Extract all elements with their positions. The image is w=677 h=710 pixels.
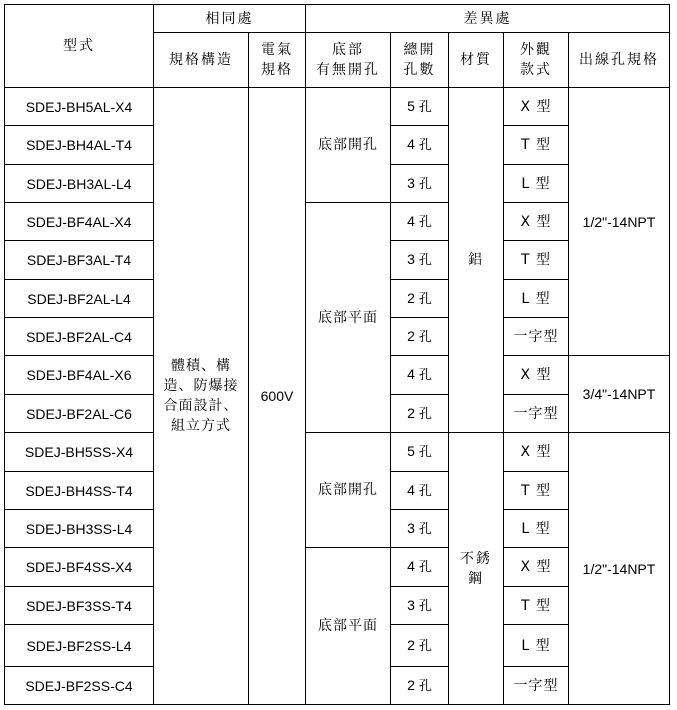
header-bottom-line2: 有無開孔: [316, 62, 380, 78]
style-cell: L 型: [504, 625, 569, 667]
model-cell: SDEJ-BH4SS-T4: [5, 472, 154, 510]
holes-count: 3: [407, 251, 415, 267]
bottom-type-cell: 底部平面: [306, 203, 391, 433]
spec-structure-line: 體積、構: [171, 358, 231, 374]
holes-unit: 孔: [418, 368, 432, 383]
outlet-cell: 3/4"-14NPT: [569, 356, 670, 433]
holes-cell: [391, 241, 449, 280]
holes-unit: 孔: [418, 176, 432, 192]
holes-cell: [391, 280, 449, 318]
style-cell: T 型: [504, 241, 569, 280]
holes-unit: 孔: [418, 214, 432, 230]
model-cell: SDEJ-BF4AL-X6: [5, 356, 154, 395]
holes-cell: [391, 165, 449, 203]
model-cell: SDEJ-BF2AL-L4: [5, 280, 154, 318]
material-cell: [449, 433, 504, 705]
header-appearance-line1: 外觀: [520, 42, 552, 58]
holes-unit: 孔: [418, 291, 432, 307]
outlet-cell: 1/2"-14NPT: [569, 88, 670, 356]
holes-count: 3: [407, 596, 415, 613]
style-cell: X 型: [504, 356, 569, 395]
holes-count: 2: [407, 327, 415, 344]
holes-count: 2: [407, 289, 415, 306]
spec-structure-line: 造、防爆接: [163, 378, 239, 394]
holes-unit: 孔: [418, 329, 432, 345]
material-line: 不銹: [460, 550, 492, 567]
style-cell: L 型: [504, 280, 569, 318]
holes-unit: 孔: [418, 253, 432, 268]
holes-count: 4: [407, 136, 415, 152]
model-cell: SDEJ-BH4AL-T4: [5, 126, 154, 165]
holes-count: 5: [407, 443, 415, 459]
model-cell: SDEJ-BF3AL-T4: [5, 241, 154, 280]
header-holes: [391, 33, 449, 88]
holes-unit: 孔: [418, 483, 432, 499]
model-cell: SDEJ-BH3AL-L4: [5, 165, 154, 203]
outlet-cell: 1/2"-14NPT: [569, 433, 670, 705]
holes-count: 4: [407, 481, 415, 498]
holes-count: 2: [407, 404, 415, 421]
model-cell: SDEJ-BF4SS-X4: [5, 548, 154, 587]
header-appearance: [504, 33, 569, 88]
header-voltage-line2: 規格: [261, 62, 293, 78]
holes-cell: [391, 667, 449, 705]
header-bottom: [306, 33, 391, 88]
style-cell: 一字型: [504, 395, 569, 433]
header-holes-line1: 總開: [403, 42, 436, 58]
header-holes-line2: 孔數: [403, 62, 436, 78]
style-cell: X 型: [504, 88, 569, 126]
holes-cell: [391, 625, 449, 667]
style-cell: X 型: [504, 433, 569, 472]
holes-count: 2: [407, 676, 415, 693]
holes-count: 3: [407, 519, 415, 536]
table-row: [5, 433, 670, 472]
holes-cell: [391, 548, 449, 587]
model-cell: SDEJ-BF3SS-T4: [5, 587, 154, 625]
holes-cell: [391, 203, 449, 241]
style-cell: T 型: [504, 472, 569, 510]
spec-structure-line: 合面設計、: [163, 398, 239, 414]
table-row: [5, 88, 670, 126]
spec-structure-line: 組立方式: [171, 418, 231, 434]
holes-cell: [391, 318, 449, 356]
model-cell: SDEJ-BF2AL-C6: [5, 395, 154, 433]
holes-unit: 孔: [418, 138, 432, 153]
holes-cell: [391, 433, 449, 472]
holes-unit: 孔: [418, 406, 432, 422]
holes-unit: 孔: [418, 678, 432, 694]
header-spec-structure: 規格構造: [154, 33, 249, 88]
model-cell: SDEJ-BF2SS-C4: [5, 667, 154, 705]
holes-count: 4: [407, 366, 415, 382]
header-bottom-line1: 底部: [332, 42, 364, 58]
holes-cell: [391, 395, 449, 433]
voltage-cell: 600V: [249, 88, 306, 705]
model-cell: SDEJ-BF4AL-X4: [5, 203, 154, 241]
style-cell: 一字型: [504, 318, 569, 356]
bottom-type-cell: 底部平面: [306, 548, 391, 705]
header-diff-group: 差異處: [306, 5, 670, 33]
spec-table: [4, 4, 670, 705]
header-outlet-spec: 出線孔規格: [569, 33, 670, 88]
holes-count: 3: [407, 174, 415, 191]
header-appearance-line2: 款式: [520, 62, 552, 78]
model-cell: SDEJ-BH5AL-X4: [5, 88, 154, 126]
header-material: 材質: [449, 33, 504, 88]
holes-count: 4: [407, 558, 415, 574]
holes-unit: 孔: [418, 638, 432, 654]
holes-cell: [391, 126, 449, 165]
holes-unit: 孔: [418, 99, 432, 115]
holes-count: 4: [407, 212, 415, 229]
model-cell: SDEJ-BH3SS-L4: [5, 510, 154, 548]
header-model: 型式: [5, 5, 154, 88]
holes-unit: 孔: [418, 560, 432, 575]
holes-unit: 孔: [418, 598, 432, 614]
material-line: 鋼: [468, 570, 484, 587]
header-voltage: [249, 33, 306, 88]
model-cell: SDEJ-BH5SS-X4: [5, 433, 154, 472]
holes-cell: [391, 88, 449, 126]
header-row-1: [5, 5, 670, 33]
bottom-type-cell: 底部開孔: [306, 88, 391, 203]
holes-count: 2: [407, 636, 415, 653]
model-cell: SDEJ-BF2SS-L4: [5, 625, 154, 667]
spec-structure-cell: [154, 88, 249, 705]
style-cell: L 型: [504, 510, 569, 548]
model-cell: SDEJ-BF2AL-C4: [5, 318, 154, 356]
style-cell: T 型: [504, 587, 569, 625]
style-cell: 一字型: [504, 667, 569, 705]
material-cell: 鋁: [449, 88, 504, 433]
style-cell: T 型: [504, 126, 569, 165]
style-cell: X 型: [504, 203, 569, 241]
style-cell: L 型: [504, 165, 569, 203]
holes-cell: [391, 587, 449, 625]
holes-unit: 孔: [418, 445, 432, 460]
holes-cell: [391, 472, 449, 510]
style-cell: X 型: [504, 548, 569, 587]
header-voltage-line1: 電氣: [261, 42, 293, 58]
holes-cell: [391, 510, 449, 548]
holes-count: 5: [407, 97, 415, 114]
header-same-group: 相同處: [154, 5, 306, 33]
holes-unit: 孔: [418, 521, 432, 537]
holes-cell: [391, 356, 449, 395]
bottom-type-cell: 底部開孔: [306, 433, 391, 548]
